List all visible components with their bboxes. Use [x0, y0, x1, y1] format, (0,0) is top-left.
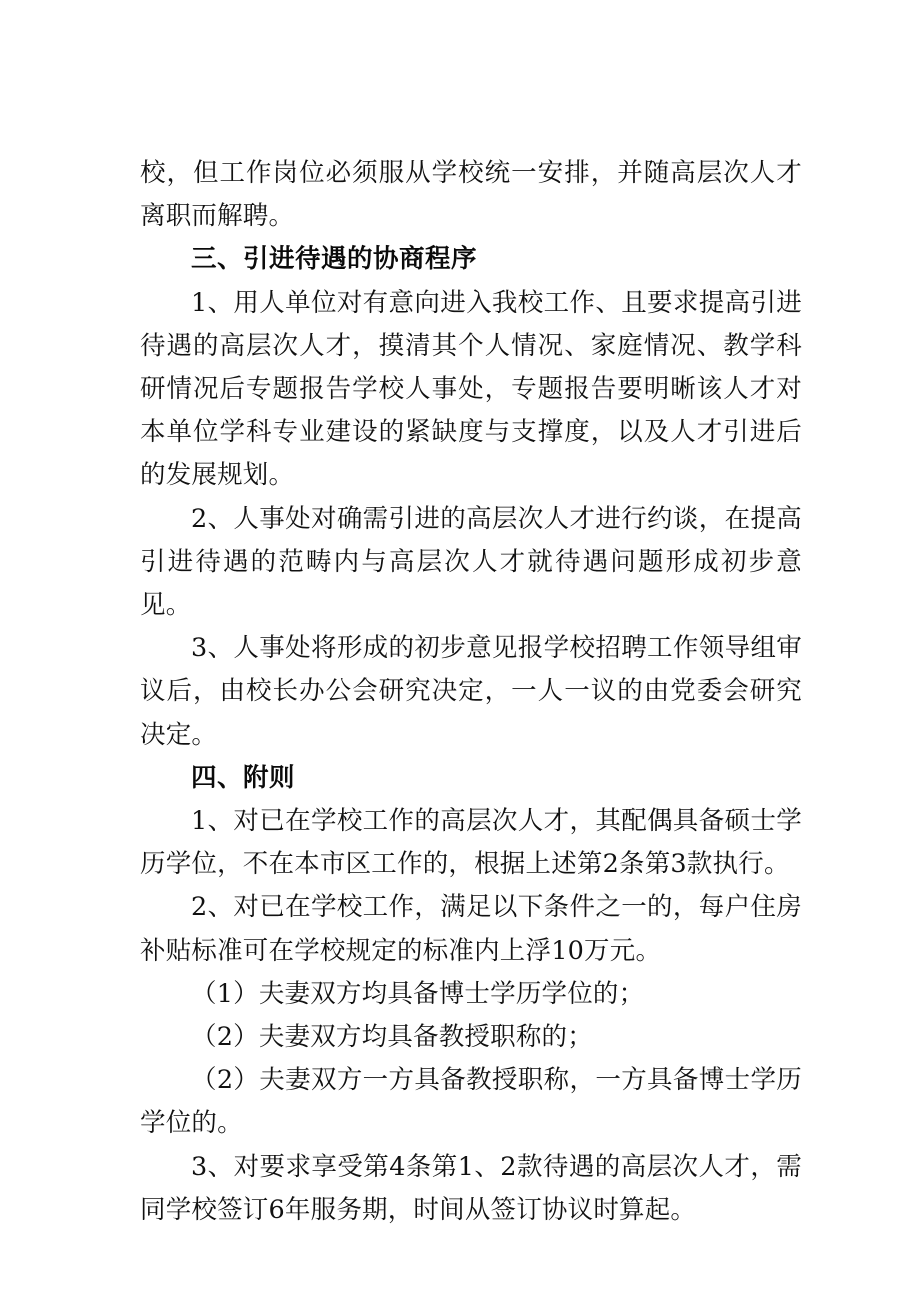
section4-item-3: 3、对要求享受第4条第1、2款待遇的高层次人才，需同学校签订6年服务期，时间从签订协议时算起。 [140, 1151, 802, 1225]
section4-item-2: 2、对已在学校工作，满足以下条件之一的，每户住房补贴标准可在学校规定的标准内上浮10万元。 [140, 892, 802, 966]
section-heading-three: 三、引进待遇的协商程序 [191, 244, 478, 275]
section4-item-2-sub-3: （2）夫妻双方一方具备教授职称，一方具备博士学历学位的。 [140, 1065, 802, 1139]
section3-item-1: 1、用人单位对有意向进入我校工作、且要求提高引进待遇的高层次人才，摸清其个人情况、家庭情况、教学科研情况后专题报告学校人事处，专题报告要明晰该人才对本单位学科专业建设的紧缺度与支撑度，以及人才引进后的发展规划。 [140, 287, 802, 491]
section3-item-2: 2、人事处对确需引进的高层次人才进行约谈，在提高引进待遇的范畴内与高层次人才就待遇问题形成初步意见。 [140, 503, 802, 621]
paragraph-carryover: 校，但工作岗位必须服从学校统一安排，并随高层次人才离职而解聘。 [140, 158, 802, 232]
section4-item-1: 1、对已在学校工作的高层次人才，其配偶具备硕士学历学位，不在本市区工作的，根据上述第2条第3款执行。 [140, 806, 802, 880]
section3-item-3: 3、人事处将形成的初步意见报学校招聘工作领导组审议后，由校长办公会研究决定，一人一议的由党委会研究决定。 [140, 633, 802, 750]
document-body [140, 152, 802, 1232]
section-heading-four: 四、附则 [191, 762, 296, 793]
section4-item-2-sub-2: （2）夫妻双方均具备教授职称的； [191, 1022, 593, 1053]
section4-item-2-sub-1: （1）夫妻双方均具备博士学历学位的； [191, 978, 645, 1009]
